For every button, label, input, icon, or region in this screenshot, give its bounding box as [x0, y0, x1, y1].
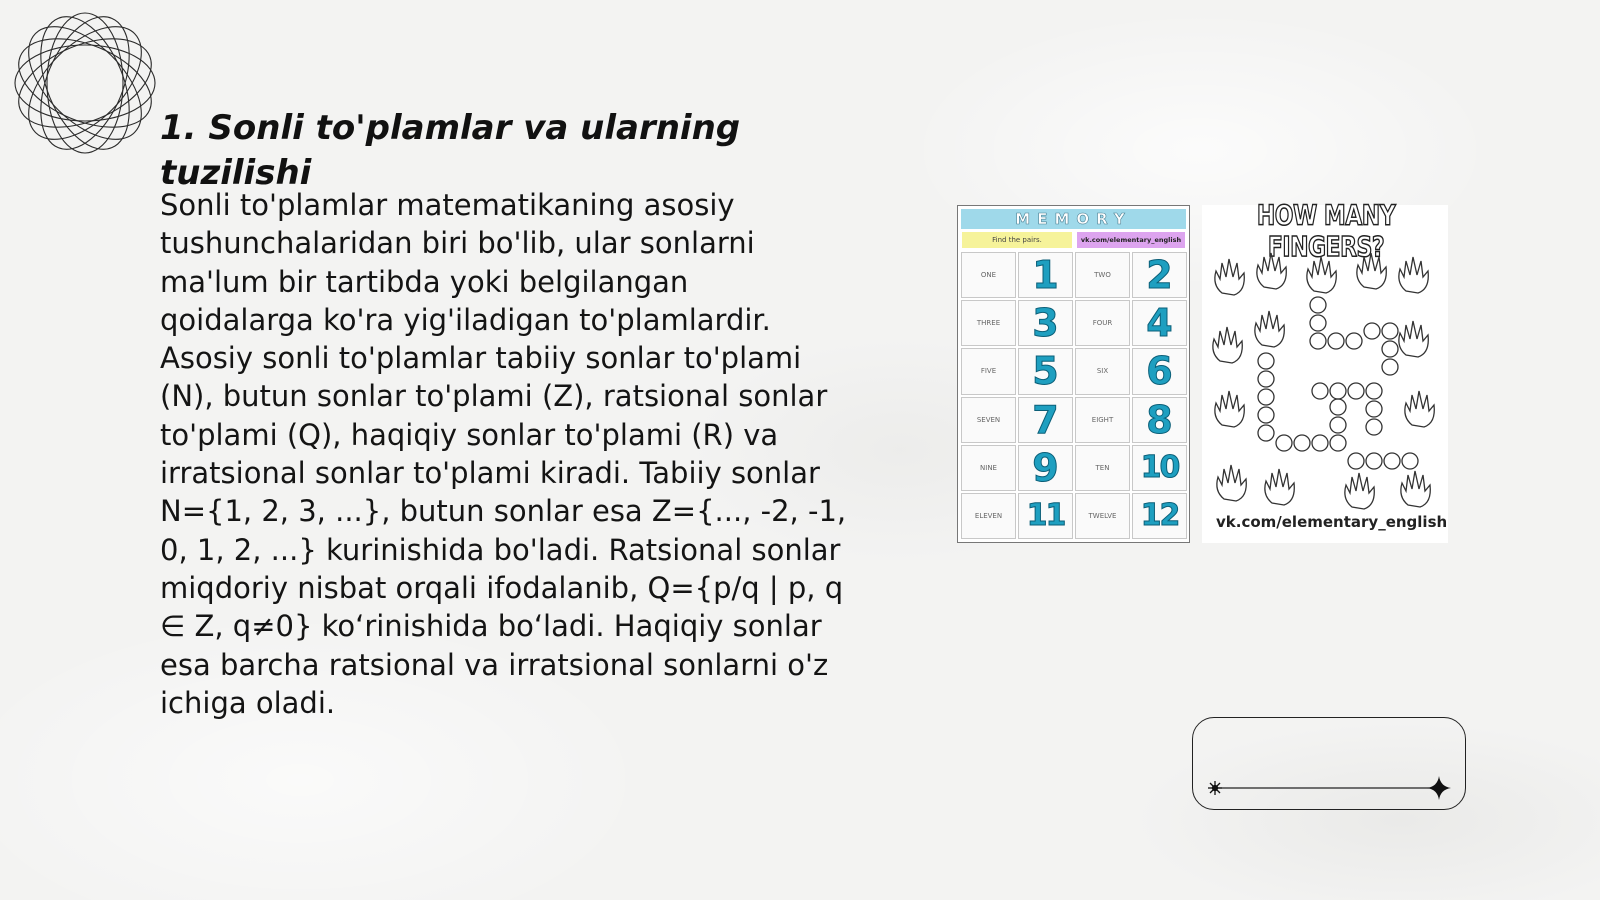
- memory-word: THREE: [976, 319, 1001, 328]
- board-circle: [1258, 353, 1274, 369]
- board-circle: [1330, 399, 1346, 415]
- hand-icon: [1217, 465, 1246, 501]
- memory-word: ONE: [980, 271, 997, 280]
- board-circle: [1258, 389, 1274, 405]
- hand-icon: [1255, 311, 1284, 347]
- ornament-ellipse: [10, 8, 160, 158]
- memory-number: 12: [1140, 497, 1179, 533]
- board-circle: [1310, 333, 1326, 349]
- hand-icon: [1215, 391, 1244, 427]
- hand-icon: [1357, 253, 1386, 289]
- memory-card: [1132, 348, 1187, 394]
- fingers-worksheet-image: [1202, 200, 1448, 543]
- memory-number: 2: [1146, 253, 1173, 298]
- board-circle: [1258, 425, 1274, 441]
- memory-subtitle-right: vk.com/elementary_english: [1077, 232, 1185, 248]
- board-circle: [1348, 453, 1364, 469]
- memory-card: [1132, 252, 1187, 298]
- memory-word: FIVE: [980, 367, 997, 376]
- hand-icon: [1399, 257, 1428, 293]
- memory-word: ELEVEN: [974, 511, 1003, 520]
- memory-number: 6: [1146, 349, 1173, 394]
- memory-card: [961, 397, 1016, 443]
- board-circle: [1366, 383, 1382, 399]
- memory-number: 9: [1032, 445, 1059, 490]
- spirograph-ornament-icon: [10, 8, 160, 158]
- memory-card: [1132, 445, 1187, 491]
- board-circle: [1330, 417, 1346, 433]
- board-circle: [1310, 297, 1326, 313]
- fingers-board-illustration: [1202, 245, 1448, 543]
- memory-card: [1018, 445, 1073, 491]
- board-circle: [1330, 435, 1346, 451]
- slide-body-text: Sonli to'plamlar matematikaning asosiy tushunchalaridan biri bo'lib, ular sonlarni ma'lum bir tartibda yoki belgilangan qoidalarga ko'ra yig'iladigan to'plamlardir. Asosiy sonli to'plamlar tabiiy sonlar to'plami (N), butun sonlar to'plami (Z), ratsional sonlar to'plami (Q), haqiqiy sonlar to'plami (R) va irratsional sonlar to'plami kiradi. Tabiiy sonlar N={1, 2, 3, ...}, butun sonlar esa Z={..., -2, -1, 0, 1, 2, ...} kurinishida bo'ladi. Ratsional sonlar miqdoriy nisbat orqali ifodalanib, Q={p/q | p, q ∈ Z, q≠0} ko‘rinishida bo‘ladi. Haqiqiy sonlar esa barcha ratsional va irratsional sonlarni o'z ichiga oladi.: [160, 188, 847, 720]
- board-circle: [1366, 419, 1382, 435]
- memory-card: [1075, 348, 1130, 394]
- memory-subtitle-left: Find the pairs.: [962, 232, 1072, 248]
- memory-card: [961, 300, 1016, 346]
- ornament-ellipse: [47, 13, 123, 153]
- hand-icon: [1215, 259, 1244, 295]
- board-circle: [1310, 315, 1326, 331]
- memory-card: [1018, 252, 1073, 298]
- hand-icon: [1405, 391, 1434, 427]
- frame-line: [1193, 718, 1467, 811]
- memory-card: [1075, 300, 1130, 346]
- board-circle: [1258, 371, 1274, 387]
- hand-icon: [1401, 471, 1430, 507]
- memory-card: [1132, 493, 1187, 539]
- memory-word: TEN: [1095, 463, 1110, 472]
- memory-card: [1132, 397, 1187, 443]
- slide-title: 1. Sonli to'plamlar va ularning tuzilishi: [160, 108, 741, 193]
- board-circle: [1382, 341, 1398, 357]
- memory-worksheet-image: [957, 205, 1190, 543]
- memory-card: [961, 252, 1016, 298]
- memory-card: [1018, 348, 1073, 394]
- memory-number: 3: [1032, 301, 1059, 346]
- ornament-ellipse: [10, 21, 160, 145]
- memory-grid: [961, 252, 1186, 539]
- plus-star-icon: [1427, 776, 1451, 800]
- board-circle: [1382, 323, 1398, 339]
- hand-icon: [1345, 473, 1374, 509]
- fingers-title: HOW MANY FINGERS?: [1256, 200, 1396, 264]
- board-circle: [1312, 383, 1328, 399]
- memory-word: TWELVE: [1088, 511, 1117, 520]
- board-circle: [1348, 383, 1364, 399]
- memory-card: [1075, 493, 1130, 539]
- memory-number: 1: [1032, 253, 1059, 298]
- board-circle: [1312, 435, 1328, 451]
- memory-header: MEMORY: [961, 209, 1186, 229]
- board-circle: [1364, 323, 1380, 339]
- memory-card: [1018, 300, 1073, 346]
- board-circle: [1294, 435, 1310, 451]
- hand-icon: [1307, 257, 1336, 293]
- board-circle: [1384, 453, 1400, 469]
- memory-number: 7: [1032, 397, 1059, 442]
- memory-card: [1018, 493, 1073, 539]
- memory-word: NINE: [980, 463, 997, 472]
- memory-card: [1132, 300, 1187, 346]
- board-circle: [1382, 359, 1398, 375]
- board-circle: [1366, 453, 1382, 469]
- memory-word: FOUR: [1092, 319, 1113, 328]
- ornament-ellipse: [10, 21, 160, 145]
- memory-word: TWO: [1094, 271, 1111, 280]
- memory-card: [1075, 252, 1130, 298]
- memory-card: [1075, 397, 1130, 443]
- memory-number: 5: [1032, 349, 1059, 394]
- ornament-ellipse: [15, 45, 155, 121]
- memory-number: 8: [1146, 397, 1173, 442]
- memory-word: SEVEN: [976, 415, 1001, 424]
- memory-card: [1075, 445, 1130, 491]
- board-circle: [1346, 333, 1362, 349]
- memory-card: [1018, 397, 1073, 443]
- memory-card: [961, 493, 1016, 539]
- ornament-ellipse: [23, 8, 147, 158]
- memory-word: EIGHT: [1091, 415, 1114, 424]
- hand-icon: [1399, 321, 1428, 357]
- sparkle-star-icon: [1208, 781, 1222, 795]
- memory-number: 10: [1140, 449, 1179, 485]
- memory-number: 11: [1026, 497, 1065, 533]
- board-circle: [1258, 407, 1274, 423]
- board-circle: [1366, 401, 1382, 417]
- memory-card: [961, 445, 1016, 491]
- memory-number: 4: [1146, 301, 1173, 346]
- hand-icon: [1257, 253, 1286, 289]
- memory-card: [961, 348, 1016, 394]
- board-circle: [1330, 383, 1346, 399]
- decorative-frame: [1192, 717, 1466, 810]
- hand-icon: [1213, 327, 1242, 363]
- ornament-ellipse: [10, 8, 160, 158]
- board-circle: [1328, 333, 1344, 349]
- fingers-url: vk.com/elementary_english: [1216, 513, 1448, 531]
- board-circle: [1402, 453, 1418, 469]
- hand-icon: [1265, 469, 1294, 505]
- ornament-ellipse: [23, 8, 147, 158]
- memory-word: SIX: [1096, 367, 1109, 376]
- board-circle: [1276, 435, 1292, 451]
